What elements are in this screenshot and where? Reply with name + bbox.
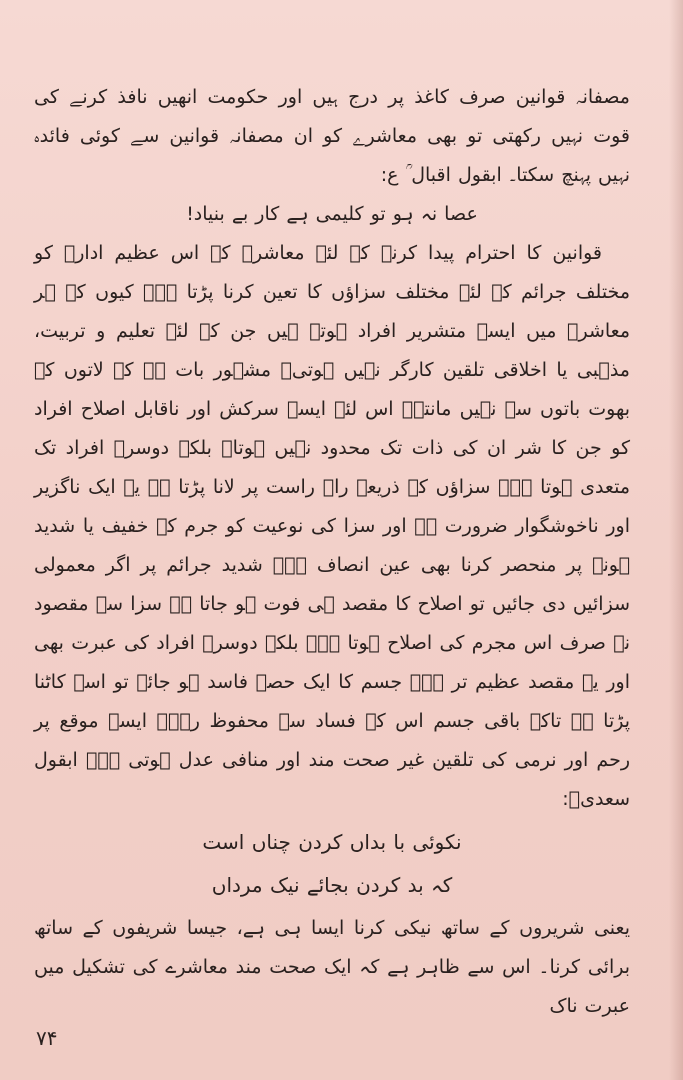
- paragraph-closing: یعنی شریروں کے ساتھ نیکی کرنا ایسا ہی ہے، جیسا شریفوں کے ساتھ برائی کرنا۔ اس سے ظاہر ہے کہ ایک صحت مند معاشرے کی تشکیل میں عبرت ناک: [34, 917, 630, 1017]
- paragraph-main: قوانین کا احترام پیدا کرنے کے لئے معاشرے کے اس عظیم ادارے کو مختلف جرائم کے لئے مختلف سزاؤں کا تعین کرنا پڑتا ہے۔ کیوں کہ ہر معاشرے میں ایسے متشریر افراد ہوتے ہیں جن کے لئے تعلیم و تربیت، مذہبی یا اخلاقی تلقین کارگر نہیں ہوتی۔ مشہور بات ہے کہ لاتوں کے بھوت باتوں سے نہیں مانتے۔ اس لئے ایسے سرکش اور ناقابل اصلاح افراد کو جن کا شر ان کی ذات تک محدود نہیں ہوتا۔ بلکہ دوسرے افراد تک متعدی ہوتا ہے۔ سزاؤں کے ذریعے راہ راست پر لانا پڑتا ہے یہ ایک ناگزیر اور ناخوشگوار ضرورت ہے اور سزا کی نوعیت کو جرم کے خفیف یا شدید ہونے پر منحصر کرنا بھی عین انصاف ہے۔ شدید جرائم پر اگر معمولی سزائیں دی جائیں تو اصلاح کا مقصد ہی فوت ہو جاتا ہے سزا سے مقصود نہ صرف اس مجرم کی اصلاح ہوتا ہے۔ بلکہ دوسرے افراد کی عبرت بھی اور یہ مقصد عظیم تر ہے۔ جسم کا ایک حصہ فاسد ہو جائے تو اسے کاٹنا پڑتا ہے تاکہ باقی جسم اس کے فساد سے محفوظ رہے۔ ایسے موقع پر رحم اور نرمی کی تلقین غیر صحت مند اور منافی عدل ہوتی ہے۔ ابقول سعدیؒ:: [34, 242, 630, 810]
- page-number: ۷۴: [36, 1026, 58, 1050]
- saadi-couplet-line-2: کہ بد کردن بجائے نیک مرداں: [211, 873, 453, 897]
- saadi-couplet-line-1: نکوئی با بداں کردن چناں است: [202, 830, 462, 854]
- page-body: [34, 78, 630, 1026]
- paragraph-intro: مصفانہ قوانین صرف کاغذ پر درج ہیں اور حکومت انھیں نافذ کرنے کی قوت نہیں رکھتی تو بھی معاشرے کو ان مصفانہ قوانین سے کوئی فائدہ نہیں پہنچ سکتا۔ ابقول اقبال ؒ ع:: [34, 86, 630, 186]
- iqbal-quote: عصا نہ ہو تو کلیمی ہے کار بے بنیاد!: [186, 203, 478, 225]
- page-edge-shadow: [669, 0, 683, 1080]
